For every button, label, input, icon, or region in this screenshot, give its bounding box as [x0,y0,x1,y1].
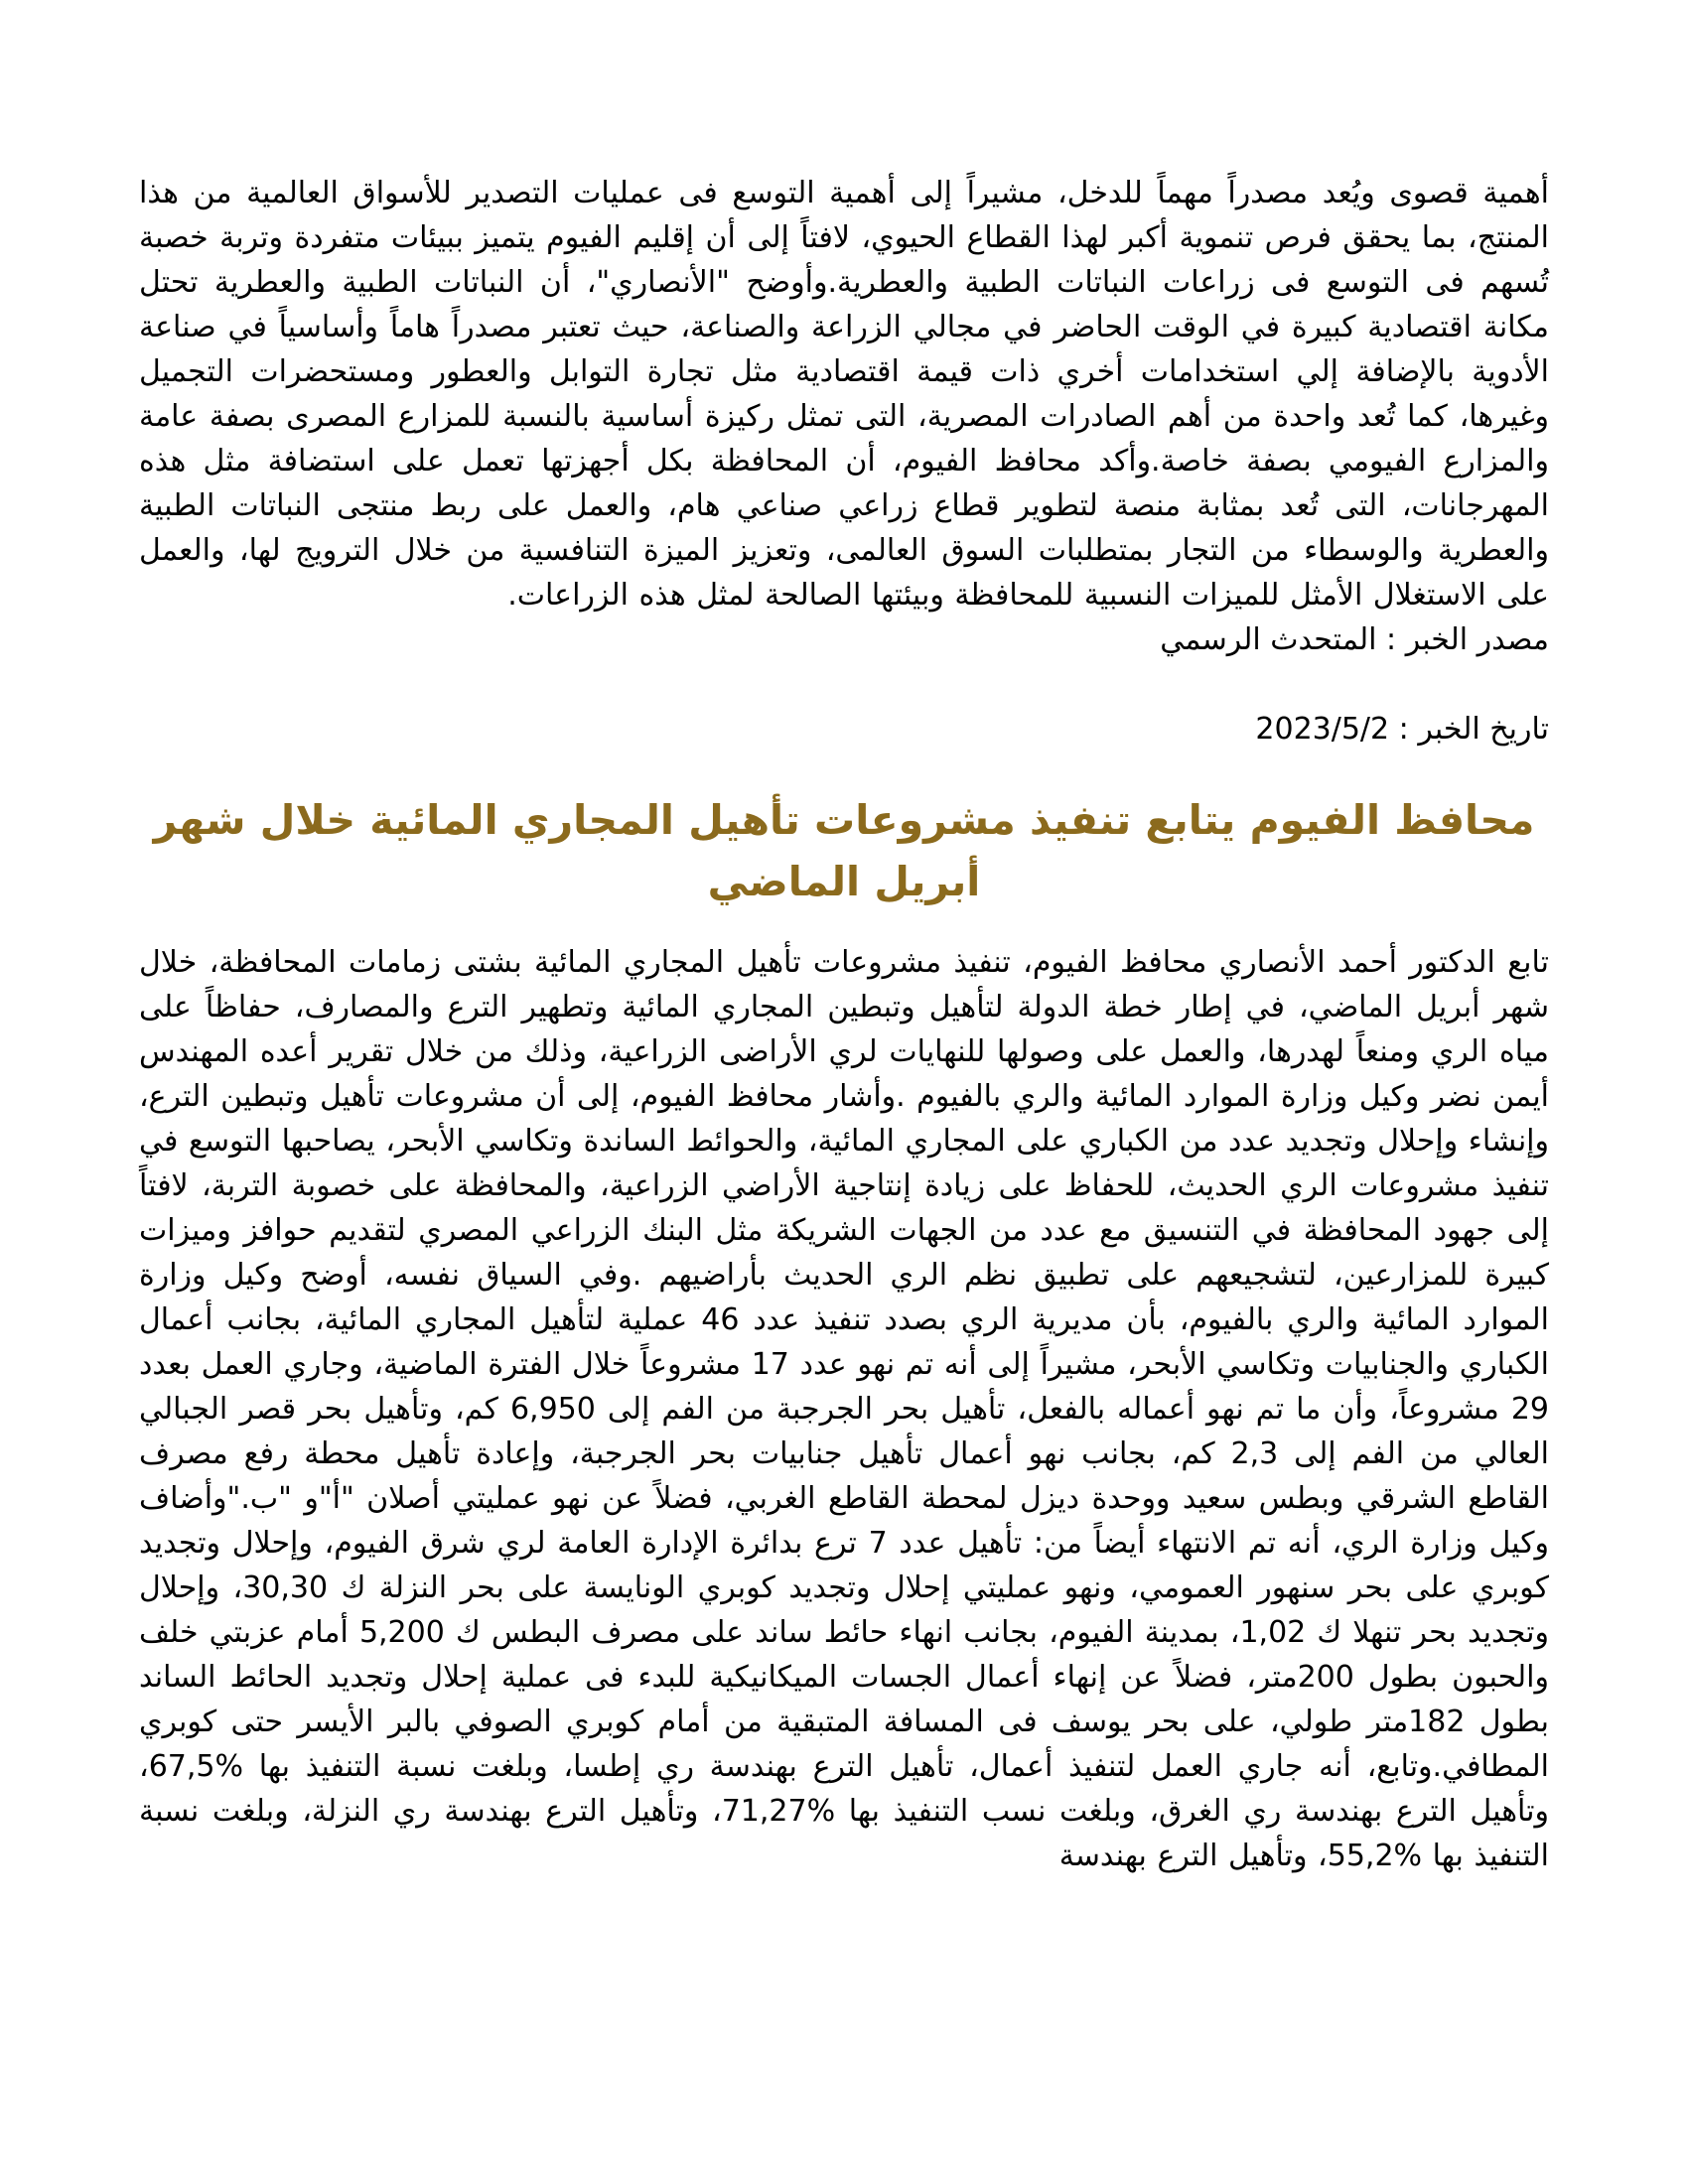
article-headline: محافظ الفيوم يتابع تنفيذ مشروعات تأهيل المجاري المائية خلال شهر أبريل الماضي [153,796,1535,905]
news-date-line: تاريخ الخبر : 2023/5/2 [1255,712,1549,747]
article-continuation-paragraph: أهمية قصوى ويُعد مصدراً مهماً للدخل، مشيراً إلى أهمية التوسع فى عمليات التصدير للأسواق العالمية من هذا المنتج، بما يحقق فرص تنموية أكبر لهذا القطاع الحيوي، لافتاً إلى أن إقليم الفيوم يتميز ببيئات متفردة وتربة خصبة تُسهم فى التوسع فى زراعات النباتات الطبية والعطرية.وأوضح "الأنصاري"، أن النباتات الطبية والعطرية تحتل مكانة اقتصادية كبيرة في الوقت الحاضر في مجالي الزراعة والصناعة، حيث تعتبر مصدراً هاماً وأساسياً في صناعة الأدوية بالإضافة إلي استخدامات أخري ذات قيمة اقتصادية مثل تجارة التوابل والعطور ومستحضرات التجميل وغيرها، كما تُعد واحدة من أهم الصادرات المصرية، التى تمثل ركيزة أساسية بالنسبة للمزارع المصرى بصفة عامة والمزارع الفيومي بصفة خاصة.وأكد محافظ الفيوم، أن المحافظة بكل أجهزتها تعمل على استضافة مثل هذه المهرجانات، التى تُعد بمثابة منصة لتطوير قطاع زراعي صناعي هام، والعمل على ربط منتجى النباتات الطبية والعطرية والوسطاء من التجار بمتطلبات السوق العالمى، وتعزيز الميزة التنافسية من خلال الترويج لها، والعمل على الاستغلال الأمثل للميزات النسبية للمحافظة وبيئتها الصالحة لمثل هذه الزراعات. [139,176,1549,613]
article-body-paragraph: تابع الدكتور أحمد الأنصاري محافظ الفيوم، تنفيذ مشروعات تأهيل المجاري المائية بشتى زمامات المحافظة، خلال شهر أبريل الماضي، في إطار خطة الدولة لتأهيل وتبطين المجاري المائية وتطهير الترع والمصارف، حفاظاً على مياه الري ومنعاً لهدرها، والعمل على وصولها للنهايات لري الأراضى الزراعية، وذلك من خلال تقرير أعده المهندس أيمن نضر وكيل وزارة الموارد المائية والري بالفيوم .وأشار محافظ الفيوم، إلى أن مشروعات تأهيل وتبطين الترع، وإنشاء وإحلال وتجديد عدد من الكباري على المجاري المائية، والحوائط الساندة وتكاسي الأبحر، يصاحبها التوسع في تنفيذ مشروعات الري الحديث، للحفاظ على زيادة إنتاجية الأراضي الزراعية، والمحافظة على خصوبة التربة، لافتاً إلى جهود المحافظة في التنسيق مع عدد من الجهات الشريكة مثل البنك الزراعي المصري لتقديم حوافز وميزات كبيرة للمزارعين، لتشجيعهم على تطبيق نظم الري الحديث بأراضيهم .وفي السياق نفسه، أوضح وكيل وزارة الموارد المائية والري بالفيوم، بأن مديرية الري بصدد تنفيذ عدد 46 عملية لتأهيل المجاري المائية، بجانب أعمال الكباري والجنابيات وتكاسي الأبحر، مشيراً إلى أنه تم نهو عدد 17 مشروعاً خلال الفترة الماضية، وجاري العمل بعدد 29 مشروعاً، وأن ما تم نهو أعماله بالفعل، تأهيل بحر الجرجبة من الفم إلى 6,950 كم، وتأهيل بحر قصر الجبالي العالي من الفم إلى 2,3 كم، بجانب نهو أعمال تأهيل جنابيات بحر الجرجبة، وإعادة تأهيل محطة رفع مصرف القاطع الشرقي وبطس سعيد ووحدة ديزل لمحطة القاطع الغربي، فضلاً عن نهو عمليتي أصلان "أ"و "ب."وأضاف وكيل وزارة الري، أنه تم الانتهاء أيضاً من: تأهيل عدد 7 ترع بدائرة الإدارة العامة لري شرق الفيوم، وإحلال وتجديد كوبري على بحر سنهور العمومي، ونهو عمليتي إحلال وتجديد كوبري الونايسة على بحر النزلة ك 30,30، وإحلال وتجديد بحر تنهلا ك 1,02، بمدينة الفيوم، بجانب انهاء حائط ساند على مصرف البطس ك 5,200 أمام عزبتي خلف والحبون بطول 200متر، فضلاً عن إنهاء أعمال الجسات الميكانيكية للبدء فى عملية إحلال وتجديد الحائط الساند بطول 182متر طولي، على بحر يوسف فى المسافة المتبقية من أمام كوبري الصوفي بالبر الأيسر حتى كوبري المطافي.وتابع، أنه جاري العمل لتنفيذ أعمال، تأهيل الترع بهندسة ري إطسا، وبلغت نسبة التنفيذ بها %67,5، وتأهيل الترع بهندسة ري الغرق، وبلغت نسب التنفيذ بها %71,27، وتأهيل الترع بهندسة ري النزلة، وبلغت نسبة التنفيذ بها %55,2، وتأهيل الترع بهندسة [139,945,1550,1873]
news-source-line: مصدر الخبر : المتحدث الرسمي [1160,622,1549,657]
